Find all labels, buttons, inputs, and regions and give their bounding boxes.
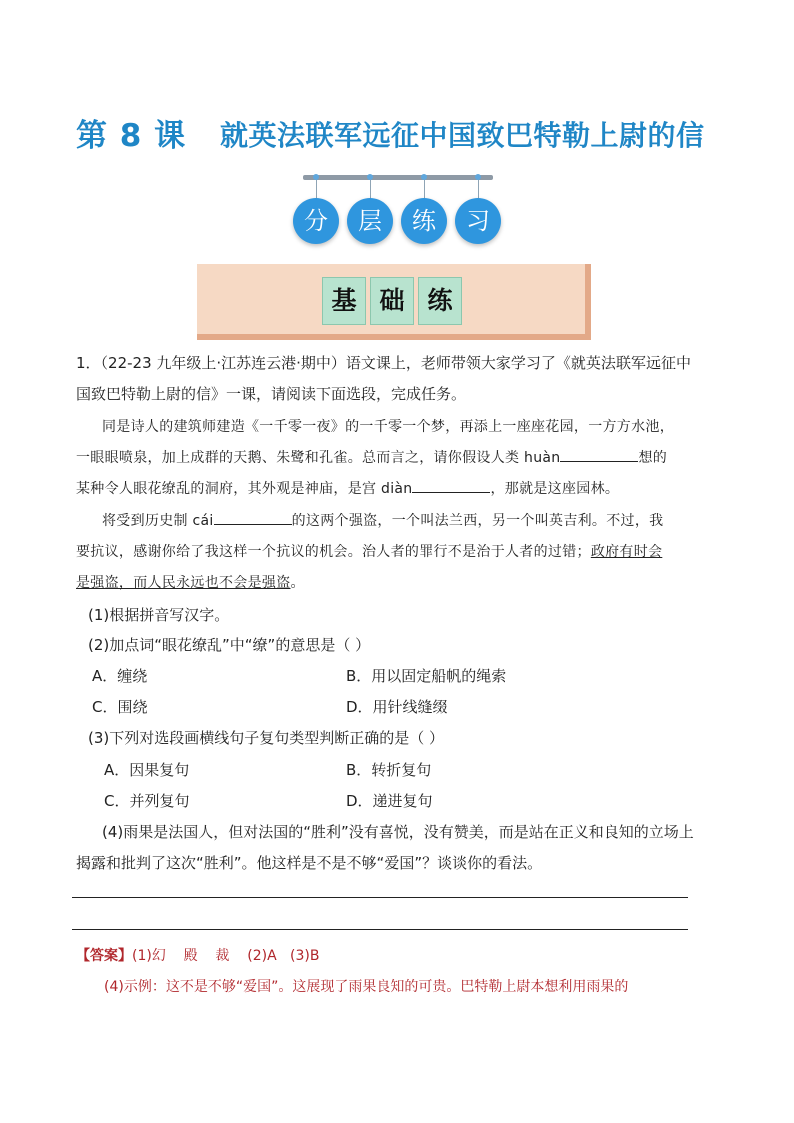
option-3d[interactable]: D．递进复句 (346, 792, 433, 810)
passage-text: 想的 (638, 450, 668, 466)
sub-question-4-line1: (4)雨果是法国人，但对法国的“胜利”没有喜悦，没有赞美，而是站在正义和良知的立场上 (102, 823, 694, 841)
passage-line (76, 478, 619, 498)
badge-rail (303, 175, 493, 180)
option-2a[interactable]: A．缠绕 (92, 667, 148, 685)
badge-xi: 习 (455, 198, 501, 244)
underlined-sentence: 政府有时会 (590, 544, 663, 560)
banner-tile-chu: 础 (370, 277, 414, 325)
option-2d[interactable]: D．用针线缝缀 (346, 698, 448, 716)
sub-question-3: (3)下列对选段画横线句子复句类型判断正确的是（ ） (88, 729, 445, 747)
sub-question-2: (2)加点词“眼花缭乱”中“缭”的意思是（ ） (88, 636, 371, 654)
banner-tile-ji: 基 (322, 277, 366, 325)
sub-question-1: (1)根据拼音写汉字。 (88, 606, 230, 624)
passage-line (102, 510, 663, 530)
option-2c[interactable]: C．围绕 (92, 698, 148, 716)
lesson-number: 第 8 课 (76, 118, 187, 154)
badge-ceng: 层 (347, 198, 393, 244)
sub-question-4-line2: 揭露和批判了这次“胜利”。他这样是不是不够“爱国”？谈谈你的看法。 (76, 854, 543, 872)
badge-lian: 练 (401, 198, 447, 244)
passage-text: 某种令人眼花缭乱的洞府，其外观是神庙，是宫 diàn (76, 481, 413, 497)
underlined-sentence: 是强盗，而人民永远也不会是强盗 (76, 575, 291, 591)
passage-text: ，那就是这座园林。 (490, 481, 620, 497)
fill-blank-huan[interactable] (560, 447, 638, 462)
passage-text: 的这两个强盗，一个叫法兰西，另一个叫英吉利。不过，我 (291, 513, 664, 529)
answer-key-line1 (76, 945, 319, 965)
option-3a[interactable]: A．因果复句 (104, 761, 190, 779)
passage-text: 要抗议，感谢你给了我这样一个抗议的机会。治人者的罪行不是治于人者的过错； (76, 544, 591, 560)
question-stem-line2: 国致巴特勒上尉的信》一课，请阅读下面选段，完成任务。 (76, 385, 467, 403)
option-2b[interactable]: B．用以固定船帆的绳索 (346, 667, 507, 685)
fill-blank-dian[interactable] (412, 478, 490, 493)
answer-tag: 【答案】 (76, 948, 132, 964)
answer-text: (1)幻 殿 裁 (2)A (3)B (132, 948, 320, 964)
passage-line (76, 572, 305, 592)
option-3c[interactable]: C．并列复句 (104, 792, 190, 810)
passage-line (76, 541, 662, 561)
passage-text: 一眼眼喷泉，加上成群的天鹅、朱鹭和孔雀。总而言之，请你假设人类 huàn (76, 450, 561, 466)
question-stem-line1: 1．（22-23 九年级上·江苏连云港·期中）语文课上，老师带领大家学习了《就英法联军远征中 (76, 354, 691, 372)
passage-text: 将受到历史制 cái (102, 513, 214, 529)
answer-writing-line[interactable] (72, 929, 688, 930)
badge-fen: 分 (293, 198, 339, 244)
banner-tile-lian: 练 (418, 277, 462, 325)
option-3b[interactable]: B．转折复句 (346, 761, 432, 779)
answer-key-line2: (4)示例：这不是不够“爱国”。这展现了雨果良知的可贵。巴特勒上尉本想利用雨果的 (104, 979, 629, 995)
answer-writing-line[interactable] (72, 897, 688, 898)
passage-line (76, 447, 667, 467)
fill-blank-cai[interactable] (214, 510, 292, 525)
passage-text: 。 (290, 575, 305, 591)
passage-line: 同是诗人的建筑师建造《一千零一夜》的一千零一个梦，再添上一座座花园，一方方水池， (102, 419, 674, 435)
lesson-title: 就英法联军远征中国致巴特勒上尉的信 (220, 119, 705, 152)
